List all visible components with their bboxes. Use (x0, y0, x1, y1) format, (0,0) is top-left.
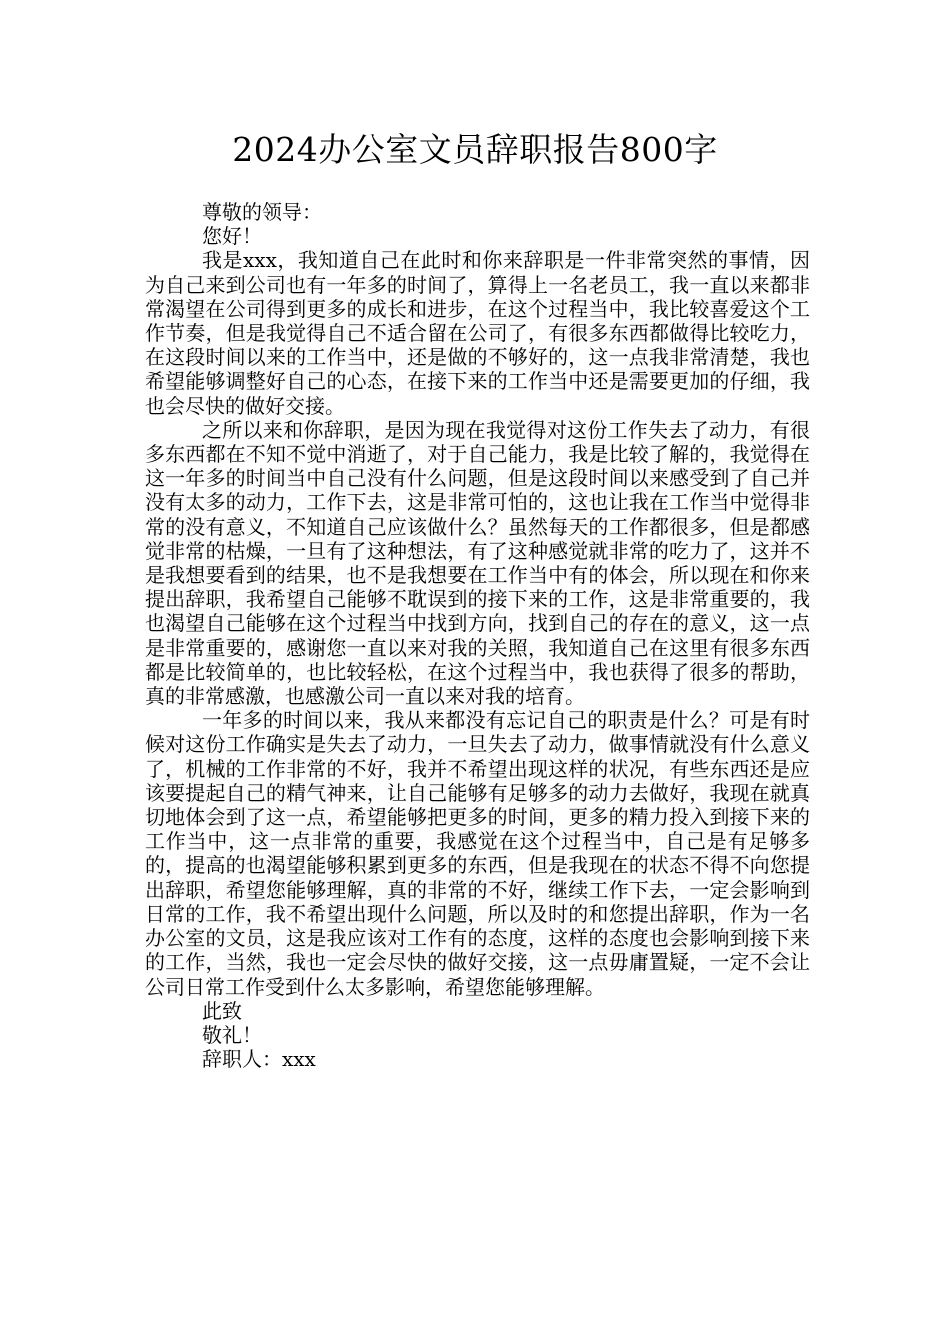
paragraph-2: 之所以来和你辞职，是因为现在我觉得对这份工作失去了动力，有很多东西都在不知不觉中消逝了，对于自己能力，我是比较了解的，我觉得在这一年多的时间当中自己没有什么问题，但是这段时间以来感受到了自己并没有太多的动力，工作下去，这是非常可怕的，这也让我在工作当中觉得非常的没有意义，不知道自己应该做什么？虽然每天的工作都很多，但是都感觉非常的枯燥，一旦有了这种想法，有了这种感觉就非常的吃力了，这并不是我想要看到的结果，也不是我想要在工作当中有的体会，所以现在和你来提出辞职，我希望自己能够不耽误到的接下来的工作，这是非常重要的，我也渴望自己能够在这个过程当中找到方向，找到自己的存在的意义，这一点是非常重要的，感谢您一直以来对我的关照，我知道自己在这里有很多东西都是比较简单的，也比较轻松，在这个过程当中，我也获得了很多的帮助，真的非常感激，也感激公司一直以来对我的培育。 (145, 417, 810, 709)
salutation: 尊敬的领导： (202, 200, 322, 224)
closing-line-2: 敬礼！ (202, 1022, 262, 1047)
document-title: 2024办公室文员辞职报告800字 (232, 130, 718, 169)
greeting: 您好！ (202, 224, 262, 249)
closing-line-1: 此致 (202, 998, 242, 1023)
paragraph-1: 我是xxx，我知道自己在此时和你来辞职是一件非常突然的事情，因为自己来到公司也有一年多的时间了，算得上一名老员工，我一直以来都非常渴望在公司得到更多的成长和进步，在这个过程当中，我比较喜爱这个工作节奏，但是我觉得自己不适合留在公司了，有很多东西都做得比较吃力，在这段时间以来的工作当中，还是做的不够好的，这一点我非常清楚，我也希望能够调整好自己的心态，在接下来的工作当中还是需要更加的仔细，我也会尽快的做好交接。 (145, 248, 810, 418)
paragraph-3: 一年多的时间以来，我从来都没有忘记自己的职责是什么？可是有时候对这份工作确实是失去了动力，一旦失去了动力，做事情就没有什么意义了，机械的工作非常的不好，我并不希望出现这样的状况，有些东西还是应该要提起自己的精气神来，让自己能够有足够多的动力去做好，我现在就真切地体会到了这一点，希望能够把更多的时间，更多的精力投入到接下来的工作当中，这一点非常的重要，我感觉在这个过程当中，自己是有足够多的，提高的也渴望能够积累到更多的东西，但是我现在的状态不得不向您提出辞职，希望您能够理解，真的非常的不好，继续工作下去，一定会影响到日常的工作，我不希望出现什么问题，所以及时的和您提出辞职，作为一名办公室的文员，这是我应该对工作有的态度，这样的态度也会影响到接下来的工作，当然，我也一定会尽快的做好交接，这一点毋庸置疑，一定不会让公司日常工作受到什么太多影响，希望您能够理解。 (145, 708, 810, 999)
signature: 辞职人：xxx (202, 1047, 316, 1072)
document-body (145, 200, 810, 1071)
